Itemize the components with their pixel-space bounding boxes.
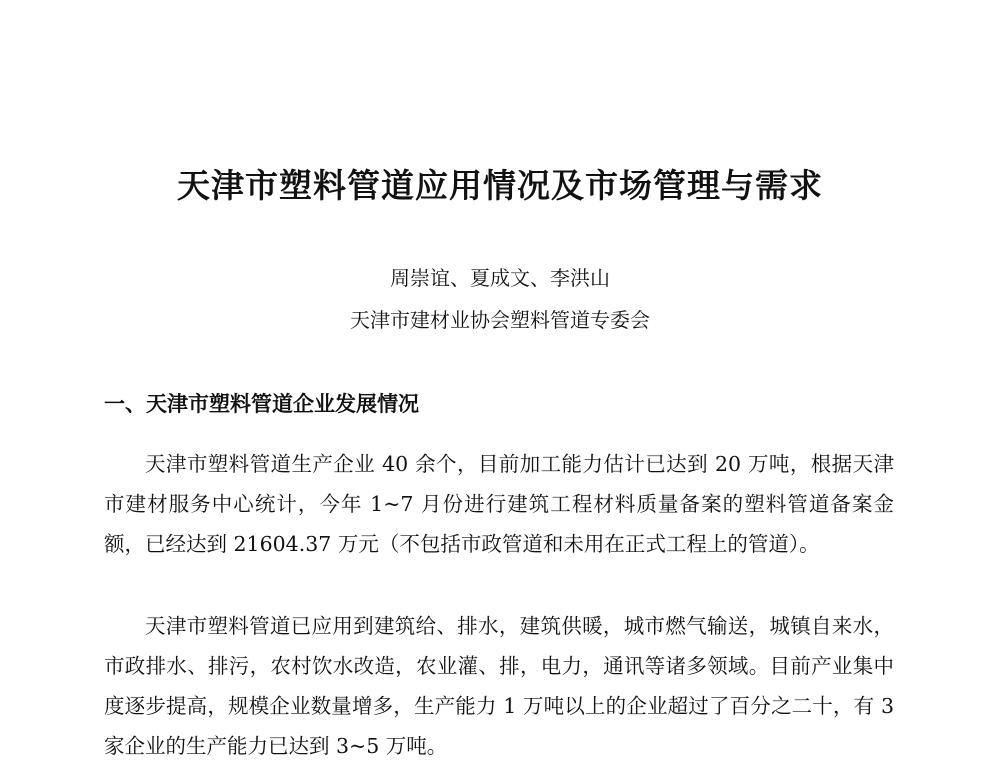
body-paragraph: 天津市塑料管道生产企业 40 余个，目前加工能力估计已达到 20 万吨，根据天津市建材服务中心统计，今年 1~7 月份进行建筑工程材料质量备案的塑料管道备案金额，已经达到 21604.37 万元（不包括市政管道和未用在正式工程上的管道）。 — [104, 452, 894, 556]
section-heading: 一、天津市塑料管道企业发展情况 — [104, 392, 419, 416]
author-organization: 天津市建材业协会塑料管道专委会 — [350, 308, 650, 332]
body-paragraph: 天津市塑料管道已应用到建筑给、排水，建筑供暖，城市燃气输送，城镇自来水，市政排水、排污，农村饮水改造，农业灌、排，电力，通讯等诸多领域。目前产业集中度逐步提高，规模企业数量增多，生产能力 1 万吨以上的企业超过了百分之二十，有 3 家企业的生产能力已达到 3~5 万吨。 — [104, 614, 894, 758]
author-list: 周崇谊、夏成文、李洪山 — [390, 266, 610, 290]
document-title: 天津市塑料管道应用情况及市场管理与需求 — [177, 166, 823, 205]
